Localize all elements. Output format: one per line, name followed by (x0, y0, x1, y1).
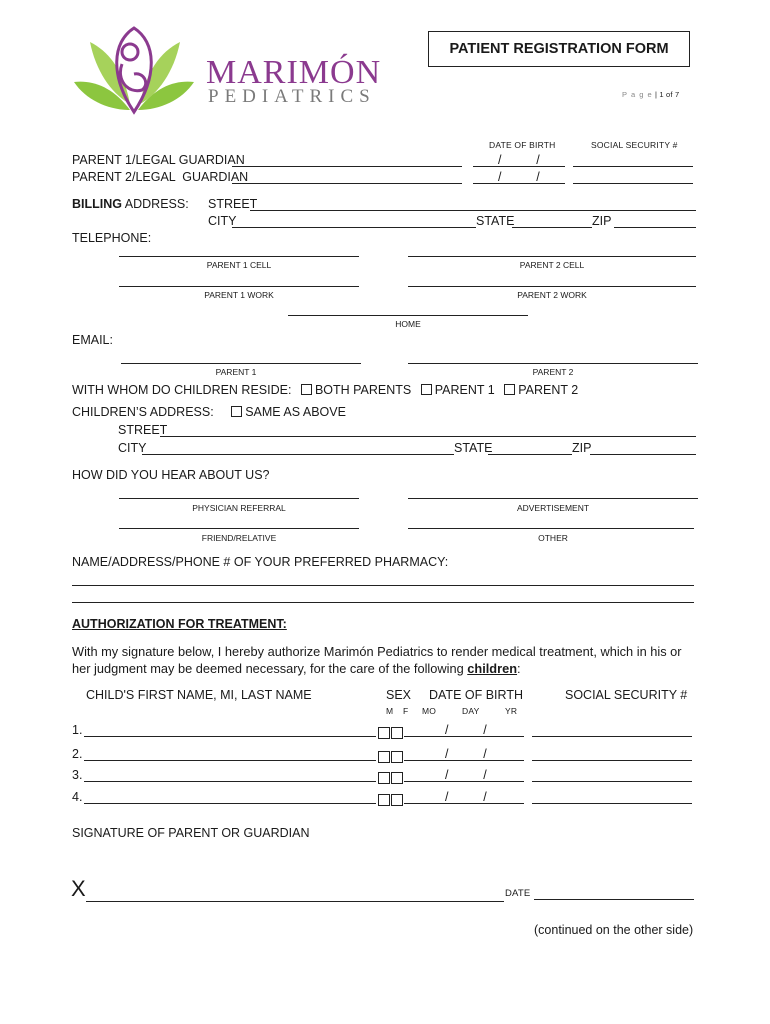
billing-state-field[interactable] (512, 227, 592, 228)
child-row-3-sex (378, 770, 404, 788)
email-parent1-field[interactable] (121, 363, 361, 364)
email-parent1-caption: PARENT 1 (215, 367, 257, 377)
child-row-3-ssn-field[interactable] (532, 781, 692, 782)
logo-subtitle: PEDIATRICS (208, 86, 376, 107)
home-phone-field[interactable] (288, 315, 528, 316)
child-row-2-sex (378, 749, 404, 767)
yr-subheader: YR (505, 706, 518, 716)
other-referral-field[interactable] (408, 528, 694, 529)
billing-city-field[interactable] (232, 227, 476, 228)
billing-street-label: STREET (208, 197, 258, 211)
page-number: P a g e | 1 of 7 (622, 90, 680, 99)
children-city-field[interactable] (142, 454, 454, 455)
telephone-label: TELEPHONE: (72, 231, 152, 245)
parent1-work-caption: PARENT 1 WORK (204, 290, 274, 300)
day-subheader: DAY (462, 706, 480, 716)
friend-relative-field[interactable] (119, 528, 359, 529)
billing-street-field[interactable] (250, 210, 696, 211)
physician-referral-field[interactable] (119, 498, 359, 499)
child-3-male-checkbox[interactable] (378, 772, 390, 784)
children-city-label: CITY (118, 441, 147, 455)
parent2-checkbox[interactable] (504, 384, 515, 395)
dob-header: DATE OF BIRTH (489, 140, 556, 150)
child-2-male-checkbox[interactable] (378, 751, 390, 763)
parent1-ssn-field[interactable] (573, 166, 693, 167)
child-row-1-number: 1. (72, 723, 83, 737)
children-state-label: STATE (454, 441, 493, 455)
logo (72, 24, 392, 120)
child-4-female-checkbox[interactable] (391, 794, 403, 806)
parent2-cell-caption: PARENT 2 CELL (519, 260, 585, 270)
parent2-work-caption: PARENT 2 WORK (517, 290, 587, 300)
parent1-cell-caption: PARENT 1 CELL (206, 260, 272, 270)
parent1-dob-slashes: / / (498, 153, 540, 167)
child-1-female-checkbox[interactable] (391, 727, 403, 739)
pharmacy-label: NAME/ADDRESS/PHONE # OF YOUR PREFERRED PHARMACY: (72, 555, 449, 569)
child-name-header: CHILD'S FIRST NAME, MI, LAST NAME (86, 688, 312, 702)
child-row-1-ssn-field[interactable] (532, 736, 692, 737)
email-parent2-field[interactable] (408, 363, 698, 364)
child-row-2-number: 2. (72, 747, 83, 761)
children-address-row: CHILDREN’S ADDRESS: SAME AS ABOVE (72, 405, 346, 419)
authorization-heading: AUTHORIZATION FOR TREATMENT: (72, 617, 287, 631)
authorization-text-1: With my signature below, I hereby authorize Marimón Pediatrics to render medical treatment, which in his or (72, 644, 682, 659)
child-row-2-ssn-field[interactable] (532, 760, 692, 761)
parent2-dob-slashes: / / (498, 170, 540, 184)
child-3-female-checkbox[interactable] (391, 772, 403, 784)
child-row-3-dob-slashes: / / (445, 768, 487, 782)
logo-name: MARIMÓN (206, 54, 382, 91)
referral-label: HOW DID YOU HEAR ABOUT US? (72, 468, 270, 482)
child-row-3-number: 3. (72, 768, 83, 782)
pharmacy-field-2[interactable] (72, 602, 694, 603)
signature-field[interactable] (86, 901, 504, 902)
parent1-checkbox[interactable] (421, 384, 432, 395)
email-label: EMAIL: (72, 333, 113, 347)
parent2-cell-field[interactable] (408, 256, 696, 257)
physician-referral-caption: PHYSICIAN REFERRAL (192, 503, 286, 513)
pharmacy-field-1[interactable] (72, 585, 694, 586)
child-1-male-checkbox[interactable] (378, 727, 390, 739)
child-row-4-sex (378, 792, 404, 810)
mo-subheader: MO (422, 706, 437, 716)
child-row-1-name-field[interactable] (84, 736, 376, 737)
same-as-above-checkbox[interactable] (231, 406, 242, 417)
signature-x-mark: X (71, 876, 86, 901)
child-4-male-checkbox[interactable] (378, 794, 390, 806)
lotus-icon (72, 24, 197, 120)
both-parents-checkbox[interactable] (301, 384, 312, 395)
child-row-4-ssn-field[interactable] (532, 803, 692, 804)
parent2-label: PARENT 2/LEGAL GUARDIAN (72, 170, 249, 184)
child-row-1-sex (378, 725, 404, 743)
parent1-work-field[interactable] (119, 286, 359, 287)
reside-row: WITH WHOM DO CHILDREN RESIDE: BOTH PARENTS PARENT 1 PARENT 2 (72, 383, 579, 397)
sex-header: SEX (386, 688, 412, 702)
child-row-2-name-field[interactable] (84, 760, 376, 761)
sex-m-subheader: M (386, 706, 394, 716)
child-row-3-name-field[interactable] (84, 781, 376, 782)
child-2-female-checkbox[interactable] (391, 751, 403, 763)
other-referral-caption: OTHER (538, 533, 568, 543)
billing-city-label: CITY (208, 214, 237, 228)
billing-address-label: BILLING ADDRESS: (72, 197, 189, 211)
authorization-text-2: her judgment may be deemed necessary, for the care of the following children: (72, 661, 521, 676)
child-row-4-name-field[interactable] (84, 803, 376, 804)
child-row-1-dob-slashes: / / (445, 723, 487, 737)
home-phone-caption: HOME (395, 319, 421, 329)
ssn-header: SOCIAL SECURITY # (591, 140, 678, 150)
children-street-label: STREET (118, 423, 168, 437)
signature-date-label: DATE (505, 888, 531, 899)
billing-zip-label: ZIP (592, 214, 612, 228)
child-row-2-dob-slashes: / / (445, 747, 487, 761)
child-dob-header: DATE OF BIRTH (429, 688, 523, 702)
parent2-work-field[interactable] (408, 286, 696, 287)
children-zip-field[interactable] (590, 454, 696, 455)
signature-date-field[interactable] (534, 899, 694, 900)
signature-label: SIGNATURE OF PARENT OR GUARDIAN (72, 826, 310, 840)
parent1-name-field[interactable] (232, 166, 462, 167)
child-ssn-header: SOCIAL SECURITY # (565, 688, 688, 702)
advertisement-field[interactable] (408, 498, 698, 499)
continued-note: (continued on the other side) (534, 923, 694, 937)
children-street-field[interactable] (160, 436, 696, 437)
advertisement-caption: ADVERTISEMENT (516, 503, 590, 513)
parent1-cell-field[interactable] (119, 256, 359, 257)
children-state-field[interactable] (488, 454, 572, 455)
sex-f-subheader: F (403, 706, 409, 716)
billing-state-label: STATE (476, 214, 515, 228)
parent2-ssn-field[interactable] (573, 183, 693, 184)
children-zip-label: ZIP (572, 441, 592, 455)
email-parent2-caption: PARENT 2 (532, 367, 574, 377)
child-row-4-dob-slashes: / / (445, 790, 487, 804)
billing-zip-field[interactable] (614, 227, 696, 228)
child-row-4-number: 4. (72, 790, 83, 804)
parent1-label: PARENT 1/LEGAL GUARDIAN (72, 153, 245, 167)
parent2-name-field[interactable] (232, 183, 462, 184)
form-title: PATIENT REGISTRATION FORM (428, 31, 690, 67)
friend-relative-caption: FRIEND/RELATIVE (201, 533, 277, 543)
